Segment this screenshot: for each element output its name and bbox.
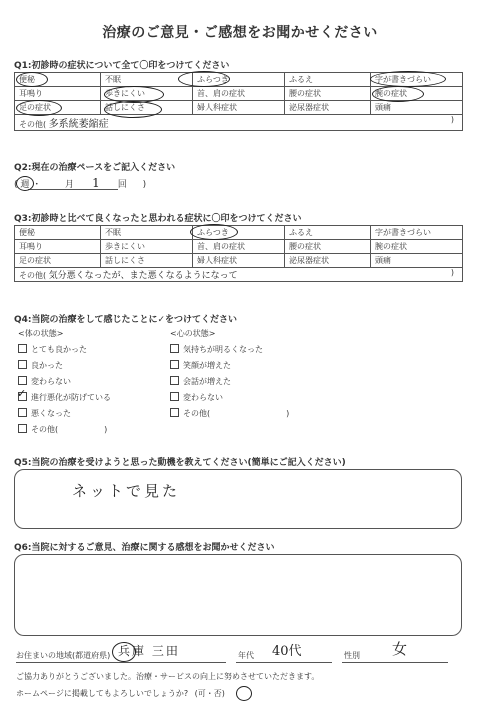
consent-no[interactable]: 否 (213, 689, 222, 698)
q3-cell[interactable]: 字が書きづらい (371, 226, 463, 240)
q4-body-option[interactable]: その他( ) (18, 424, 107, 435)
q3-circle-mark (190, 224, 238, 240)
age-handwriting: 40代 (272, 644, 302, 659)
q3-cell[interactable]: 歩きにくい (101, 240, 193, 254)
checkbox[interactable] (18, 344, 27, 353)
consent-circle-mark (236, 686, 252, 701)
checkbox[interactable] (18, 424, 27, 433)
q1-circle-mark (16, 100, 62, 116)
q3-cell[interactable]: ふらつき (193, 226, 285, 240)
checkbox[interactable] (170, 376, 179, 385)
q4-mind-option[interactable]: その他( ) (170, 408, 289, 419)
q1-other-label: その他( (19, 120, 47, 129)
region-label: お住まいの地域(都道府県) (16, 651, 111, 660)
q4-body-option[interactable]: 悪くなった (18, 408, 71, 419)
q1-other-close: ) (450, 115, 454, 124)
checkbox[interactable] (18, 360, 27, 369)
region-circle-mark (112, 642, 136, 662)
q2-close: ) (142, 180, 147, 190)
q3-cell[interactable]: 不眠 (101, 226, 193, 240)
q3-other-close: ) (450, 268, 454, 277)
q1-cell[interactable]: 泌尿器症状 (285, 101, 371, 115)
q1-cell[interactable]: 足の症状 (15, 101, 101, 115)
q4-label: Q4:当院の治療をして感じたことに✓をつけてください (14, 315, 238, 325)
q1-label: Q1:初診時の症状について全て〇印をつけてください (14, 61, 230, 71)
q2-circle-mark (16, 176, 34, 191)
checkbox[interactable] (170, 392, 179, 401)
q1-circle-mark (370, 71, 446, 87)
q4-mind-option[interactable]: 変わらない (170, 392, 223, 403)
q3-cell[interactable]: 足の症状 (15, 254, 101, 268)
q1-cell[interactable]: 耳鳴り (15, 87, 101, 101)
age-label: 年代 (238, 651, 254, 660)
q2-week: 週 (20, 180, 30, 190)
consent-yes[interactable]: 可 (197, 689, 206, 698)
checkbox[interactable] (170, 344, 179, 353)
q1-circle-mark (372, 86, 424, 102)
q1-circle-mark (104, 101, 162, 118)
q3-cell[interactable]: 腰の症状 (285, 240, 371, 254)
checkbox[interactable] (170, 408, 179, 417)
q3-other-row[interactable] (15, 268, 463, 282)
q4-body-option[interactable]: 変わらない (18, 376, 71, 387)
gender-underline (342, 662, 448, 663)
q3-label: Q3:初診時と比べて良くなったと思われる症状に〇印をつけてください (14, 214, 302, 224)
q4-body-header: <体の状態> (18, 329, 64, 338)
q2-open: ( (14, 180, 18, 190)
q1-cell[interactable]: ふるえ (285, 73, 371, 87)
region-handwriting: 兵庫 三田 (118, 644, 180, 658)
q1-circle-mark (178, 71, 230, 87)
checkbox[interactable] (170, 360, 179, 369)
q3-cell[interactable]: 泌尿器症状 (285, 254, 371, 268)
checkbox[interactable] (18, 408, 27, 417)
q1-cell[interactable]: ふらつき (193, 73, 285, 87)
form-title: 治療のご意見・ご感想をお聞かせください (102, 25, 378, 41)
q4-mind-header: <心の状態> (170, 329, 216, 338)
q3-cell[interactable]: 耳鳴り (15, 240, 101, 254)
q4-mind-option[interactable]: 会話が増えた (170, 376, 231, 387)
q3-cell[interactable]: 便秘 (15, 226, 101, 240)
q3-cell[interactable]: 婦人科症状 (193, 254, 285, 268)
q1-cell[interactable]: 頭痛 (371, 101, 463, 115)
q3-symptom-table (14, 225, 463, 282)
q2-count-handwriting: 1 (92, 176, 100, 190)
age-underline (236, 662, 332, 663)
q3-cell[interactable]: 話しにくさ (101, 254, 193, 268)
checkbox[interactable] (18, 376, 27, 385)
q1-cell[interactable]: 腰の症状 (285, 87, 371, 101)
q1-cell[interactable]: 字が書きづらい (371, 73, 463, 87)
gender-handwriting: 女 (392, 640, 408, 658)
region-underline (16, 662, 226, 663)
q4-body-option[interactable]: 進行悪化が防げている (18, 392, 111, 403)
q1-cell[interactable]: 腕の症状 (371, 87, 463, 101)
q4-mind-option[interactable]: 笑顔が増えた (170, 360, 231, 371)
q1-cell[interactable]: 不眠 (101, 73, 193, 87)
q1-other-handwriting: 多系統萎縮症 (48, 119, 109, 130)
q3-other-label: その他( (19, 271, 47, 280)
q1-cell[interactable]: 婦人科症状 (193, 101, 285, 115)
q1-cell[interactable]: 首、肩の症状 (193, 87, 285, 101)
q3-cell[interactable]: 頭痛 (371, 254, 463, 268)
consent-question: ホームページに掲載してもよろしいでしょうか? (可・否) (16, 689, 225, 698)
q2-times: 回 (117, 180, 127, 190)
q6-answer-box[interactable] (14, 554, 462, 636)
q6-label: Q6:当院に対するご意見、治療に関する感想をお聞かせください (14, 543, 275, 553)
q2-label: Q2:現在の治療ペースをご記入ください (14, 163, 176, 173)
q3-cell[interactable]: 首、肩の症状 (193, 240, 285, 254)
q1-circle-mark (16, 72, 48, 87)
q2-dot: ・ (32, 180, 42, 190)
thanks-text: ご協力ありがとうございました。治療・サービスの向上に努めさせていただきます。 (16, 672, 320, 681)
q1-cell[interactable]: 歩きにくい (101, 87, 193, 101)
q1-cell[interactable]: 便秘 (15, 73, 101, 87)
q5-answer-handwriting: ネットで見た (72, 482, 181, 500)
q4-mind-option[interactable]: 気持ちが明るくなった (170, 344, 263, 355)
check-mark-icon: ✓ (17, 387, 27, 400)
q3-cell[interactable]: ふるえ (285, 226, 371, 240)
q3-cell[interactable]: 腕の症状 (371, 240, 463, 254)
q3-other-handwriting: 気分悪くなったが、また悪くなるようになって (48, 271, 238, 281)
q2-underline (28, 189, 118, 190)
q5-label: Q5:当院の治療を受けようと思った動機を教えてください(簡単にご記入ください) (14, 458, 346, 468)
q1-cell[interactable]: 話しにくさ (101, 101, 193, 115)
q2-month: 月 (65, 180, 75, 190)
q1-other-row[interactable] (15, 115, 463, 131)
q4-body-option[interactable]: とても良かった (18, 344, 87, 355)
q4-body-option[interactable]: 良かった (18, 360, 63, 371)
gender-label: 性別 (344, 651, 360, 660)
